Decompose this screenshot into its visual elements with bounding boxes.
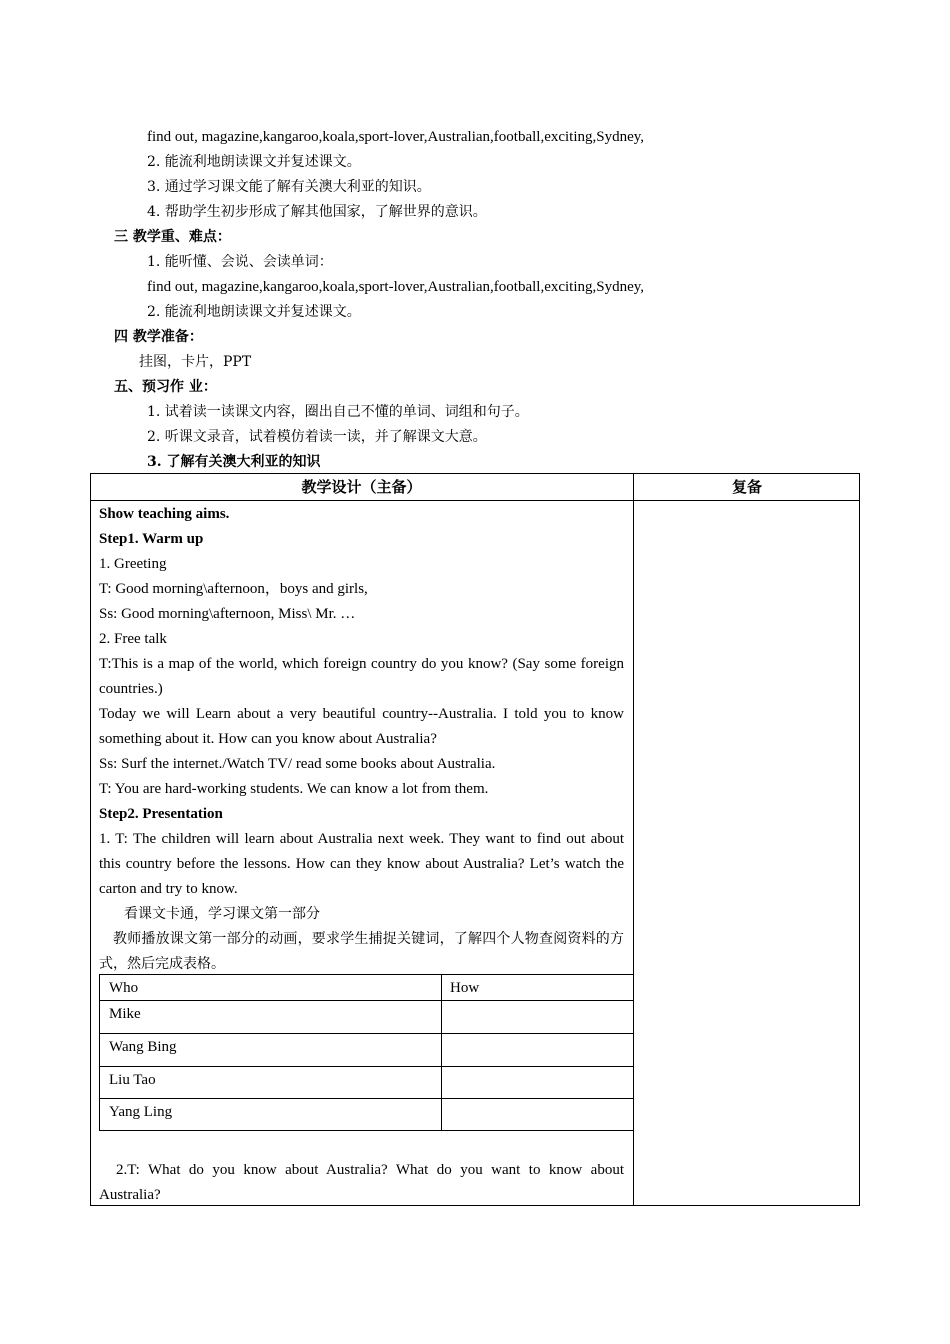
who-cell-liu-tao: Liu Tao [109, 1072, 156, 1088]
who-how-row-divider [100, 1066, 633, 1067]
who-header: Who [109, 980, 139, 996]
header-review: 复备 [731, 478, 762, 496]
how-header: How [450, 980, 480, 996]
who-cell-yang-ling: Yang Ling [109, 1104, 173, 1120]
step2-title: Step2. Presentation [99, 806, 223, 822]
preview-task-3: 3. 了解有关澳大利亚的知识 [147, 454, 321, 470]
key-point-2: 2. 能流利地朗读课文并复述课文。 [147, 304, 361, 320]
prep-materials: 挂图，卡片，PPT [139, 354, 252, 370]
header-main-design: 教学设计（主备） [301, 478, 422, 496]
cn-watch-cartoon: 看课文卡通，学习课文第一部分 [124, 906, 320, 922]
teacher-praise: T: You are hard-working students. We can know a lot from them. [99, 781, 489, 797]
preview-task-2: 2. 听课文录音，试着模仿着读一读，并了解课文大意。 [147, 429, 487, 445]
students-greeting: Ss: Good morning\afternoon, Miss\ Mr. … [99, 606, 356, 622]
aim-2: 2. 能流利地朗读课文并复述课文。 [147, 154, 361, 170]
preview-task-1: 1. 试着读一读课文内容，圈出自己不懂的单词、词组和句子。 [147, 404, 529, 420]
vocab-line-1: find out, magazine,kangaroo,koala,sport-lover,Australian,football,exciting,Sydney, [147, 129, 645, 145]
students-answer: Ss: Surf the internet./Watch TV/ read some books about Australia. [99, 756, 496, 772]
section-4-title: 四 教学准备： [114, 329, 203, 345]
greeting-title: 1. Greeting [99, 556, 167, 572]
teacher-children-intro: 1. T: The children will learn about Australia next week. They want to find out about this country before the lessons. How can they know about Australia? Let’s watch the carton and try to know. [99, 831, 624, 897]
section-3-title: 三 教学重、难点： [114, 229, 231, 245]
who-how-row-divider [100, 1000, 633, 1001]
free-talk-title: 2. Free talk [99, 631, 167, 647]
section-5-title: 五、预习作 业： [114, 379, 217, 395]
key-point-1: 1. 能听懂、会说、会读单词： [147, 254, 333, 270]
table-header-divider [90, 500, 860, 501]
aim-4: 4. 帮助学生初步形成了解其他国家，了解世界的意识。 [147, 204, 487, 220]
cn-teacher-instruction: 教师播放课文第一部分的动画，要求学生捕捉关键词，了解四个人物查阅资料的方式，然后完成表格。 [99, 931, 624, 972]
question-2: 2.T: What do you know about Australia? What do you want to know about Australia? [99, 1162, 624, 1203]
teacher-greeting: T: Good morning\afternoon，boys and girls, [99, 581, 368, 597]
who-cell-wang-bing: Wang Bing [109, 1039, 177, 1055]
aim-3: 3. 通过学习课文能了解有关澳大利亚的知识。 [147, 179, 431, 195]
who-how-column-divider [441, 975, 442, 1130]
who-how-row-divider [100, 1098, 633, 1099]
who-how-row-divider [100, 1033, 633, 1034]
who-cell-mike: Mike [109, 1006, 141, 1022]
vocab-line-2: find out, magazine,kangaroo,koala,sport-lover,Australian,football,exciting,Sydney, [147, 279, 645, 295]
teacher-map-question: T:This is a map of the world, which foreign country do you know? (Say some foreign countries.) [99, 656, 624, 697]
show-aims: Show teaching aims. [99, 506, 230, 522]
today-intro: Today we will Learn about a very beautiful country--Australia. I told you to know something about it. How can you know about Australia? [99, 706, 624, 747]
step1-title: Step1. Warm up [99, 531, 204, 547]
who-how-table [99, 974, 634, 1131]
